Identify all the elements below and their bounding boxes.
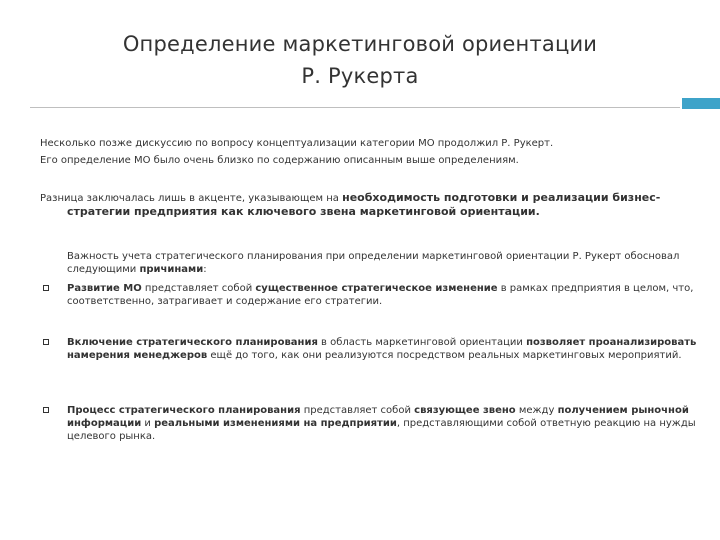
paragraph-2-bold-1: необходимость подготовки и реализации бизнес-: [342, 191, 661, 204]
bullet-2-text-1: в область маркетинговой ориентации: [317, 337, 527, 348]
bullet-square-icon: [43, 285, 49, 291]
paragraph-2: [40, 191, 690, 218]
reasons-intro-bold: причинами: [139, 264, 204, 275]
title-divider: [30, 107, 680, 108]
bullet-1-text-2: в рамках предприятия в целом, что, соответственно, затрагивает и содержание его стратегии.: [67, 283, 694, 307]
bullet-3-bold-2: связующее звено: [414, 405, 516, 416]
bullet-3-bold-4: реальными изменениями на предприятии: [154, 418, 397, 429]
bullet-3-text-3: и: [141, 418, 155, 429]
bullet-square-icon: [43, 407, 49, 413]
paragraph-1-line-1: Несколько позже дискуссию по вопросу концептуализации категории МО продолжил Р. Рукерт.: [40, 138, 554, 149]
bullet-3-bold-1: Процесс стратегического планирования: [67, 405, 301, 416]
bullet-item-1: [67, 282, 707, 308]
bullet-square-icon: [43, 339, 49, 345]
slide-title-line1: Определение маркетинговой ориентации: [122, 32, 598, 56]
slide-title-line2: Р. Рукерта: [301, 64, 419, 88]
paragraph-2-lead: Разница заключалась лишь в акценте, указывающем на: [40, 193, 339, 204]
paragraph-2-bold-2: стратегии предприятия как ключевого звена маркетинговой ориентации.: [67, 205, 540, 218]
bullet-3-text-1: представляет собой: [300, 405, 415, 416]
bullet-1-text-1: представляет собой: [141, 283, 256, 294]
reasons-intro: [67, 250, 687, 276]
bullet-2-text-2: ещё до того, как они реализуются посредством реальных маркетинговых мероприятий.: [207, 350, 682, 361]
bullet-1-bold-2: существенное стратегическое изменение: [255, 283, 498, 294]
slide-title: [0, 28, 720, 92]
bullet-2-bold-2: позволяет проанализировать намерения менеджеров: [67, 337, 697, 361]
bullet-3-bold-3: получением рыночной информации: [67, 405, 689, 429]
reasons-intro-text: Важность учета стратегического планирования при определении маркетинговой ориентации Р. Рукерт обосновал следующими: [67, 251, 680, 275]
accent-bar: [682, 98, 720, 109]
paragraph-1-line-2: Его определение МО было очень близко по содержанию описанным выше определениям.: [40, 155, 519, 166]
bullet-1-bold-1: Развитие МО: [67, 283, 142, 294]
bullet-item-3: [67, 404, 707, 443]
bullet-3-text-4: , представляющими собой ответную реакцию на нужды целевого рынка.: [67, 418, 696, 442]
bullet-3-text-2: между: [515, 405, 558, 416]
reasons-intro-end: :: [203, 264, 207, 275]
bullet-2-bold-1: Включение стратегического планирования: [67, 337, 318, 348]
bullet-item-2: [67, 336, 707, 362]
